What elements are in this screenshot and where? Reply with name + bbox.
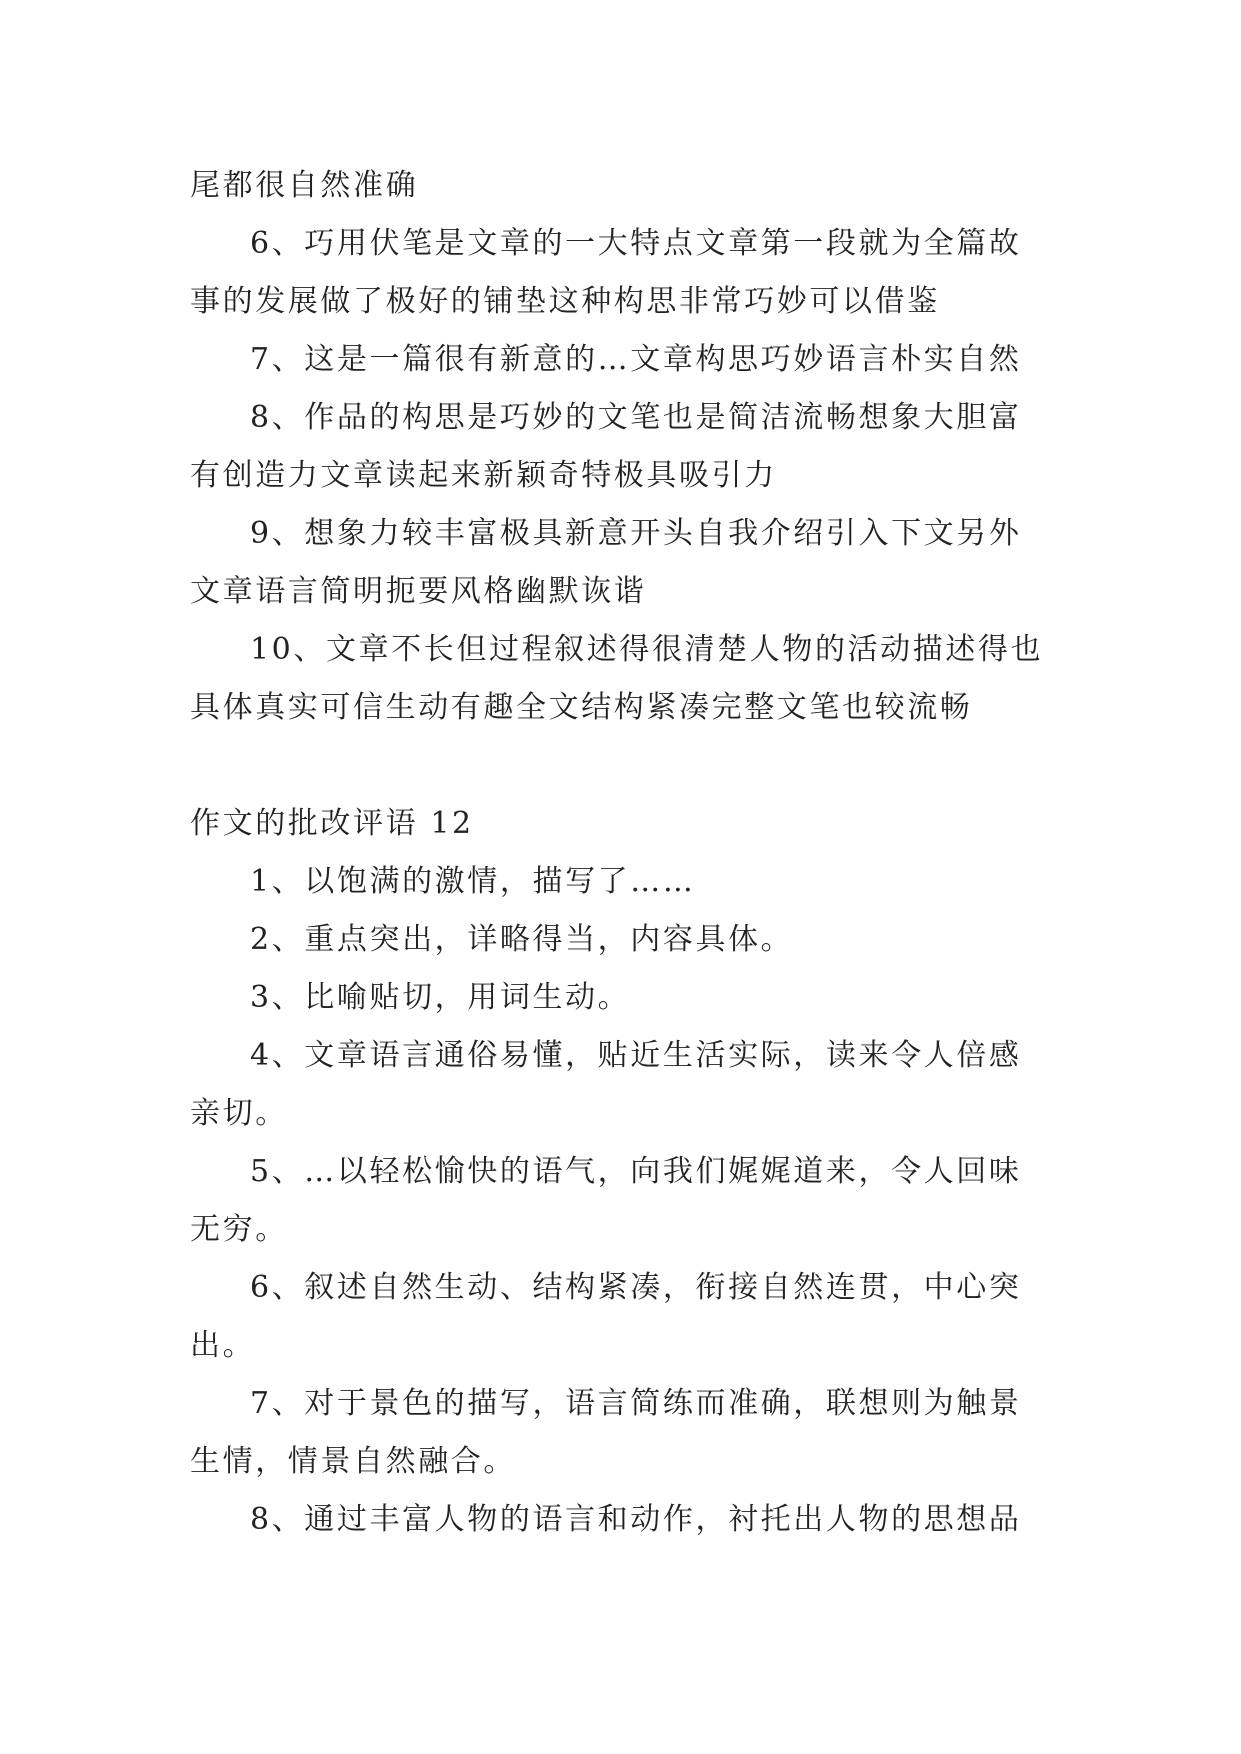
comment-item-6: 6、巧用伏笔是文章的一大特点文章第一段就为全篇故事的发展做了极好的铺垫这种构思非常巧妙可以借鉴: [190, 226, 1022, 319]
review-item-6: 6、叙述自然生动、结构紧凑，衔接自然连贯，中心突出。: [190, 1270, 1022, 1363]
review-item-3: 3、比喻贴切，用词生动。: [250, 980, 631, 1015]
comment-item-9: 9、想象力较丰富极具新意开头自我介绍引入下文另外文章语言简明扼要风格幽默诙谐: [190, 516, 1022, 609]
review-item-8: 8、通过丰富人物的语言和动作，衬托出人物的思想品: [250, 1502, 1022, 1537]
comment-item-7: 7、这是一篇很有新意的…文章构思巧妙语言朴实自然: [250, 342, 1022, 377]
paragraph-continuation: 尾都很自然准确: [190, 168, 419, 203]
comment-item-10: 10、文章不长但过程叙述得很清楚人物的活动描述得也具体真实可信生动有趣全文结构紧凑完整文笔也较流畅: [190, 632, 1044, 725]
review-item-1: 1、以饱满的激情，描写了……: [250, 864, 696, 899]
section-title: 作文的批改评语 12: [190, 806, 474, 841]
document-body: [190, 157, 1050, 1549]
review-item-4: 4、文章语言通俗易懂，贴近生活实际，读来令人倍感亲切。: [190, 1038, 1022, 1131]
review-item-2: 2、重点突出，详略得当，内容具体。: [250, 922, 794, 957]
review-item-7: 7、对于景色的描写，语言简练而准确，联想则为触景生情，情景自然融合。: [190, 1386, 1022, 1479]
comment-item-8: 8、作品的构思是巧妙的文笔也是简洁流畅想象大胆富有创造力文章读起来新颖奇特极具吸引力: [190, 400, 1022, 493]
review-item-5: 5、…以轻松愉快的语气，向我们娓娓道来，令人回味无穷。: [190, 1154, 1022, 1247]
